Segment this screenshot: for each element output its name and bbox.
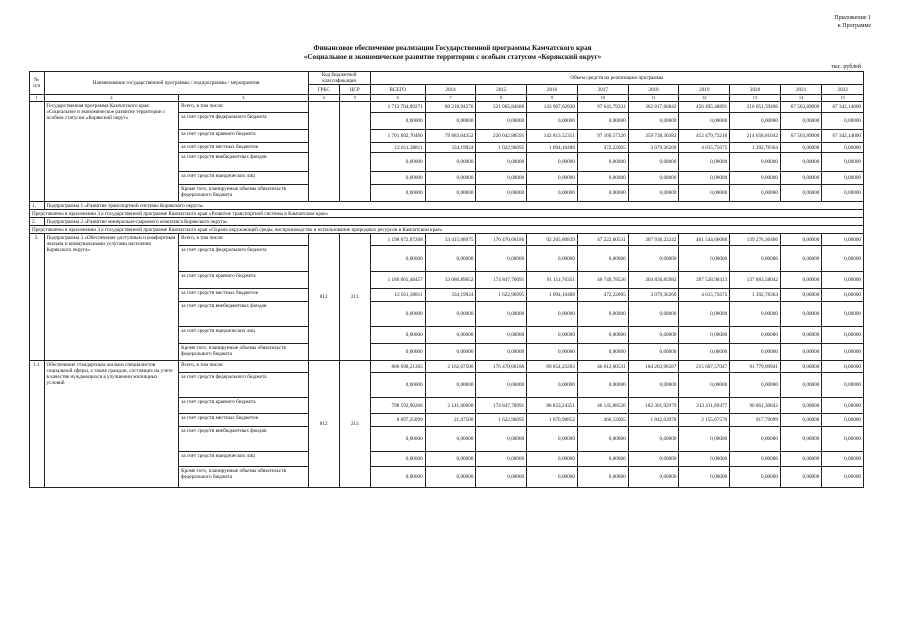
value-cell: 1 094,10488 — [527, 289, 578, 302]
source-label: за счет средств внебюджетных фондов — [179, 427, 308, 452]
header-year: 2022 — [822, 85, 864, 95]
source-label: Всего, в том числе: — [179, 361, 308, 373]
column-number: 9 — [527, 95, 578, 102]
subprogram-note-row — [30, 226, 864, 234]
value-cell: 0,00000 — [370, 172, 425, 185]
source-label: Кроме того, планируемые объемы обязательств федерального бюджета — [179, 344, 308, 361]
value-cell: 0,00000 — [476, 452, 527, 467]
value-cell: 0,00000 — [780, 361, 821, 373]
value-cell: 0,00000 — [476, 172, 527, 185]
value-cell: 0,00000 — [425, 467, 476, 488]
source-label: за счет средств краевого бюджета — [179, 398, 308, 414]
value-cell: 0,00000 — [425, 427, 476, 452]
header-volume: Объем средств на реализацию программы — [370, 72, 863, 85]
value-cell: 79 883,04352 — [425, 130, 476, 143]
value-cell: 12 011,38811 — [370, 289, 425, 302]
value-cell: 0,00000 — [577, 452, 628, 467]
document-title — [0, 44, 905, 62]
header-csr: ЦСР — [339, 85, 370, 95]
value-cell: 0,00000 — [822, 234, 864, 246]
value-cell: 0,00000 — [730, 153, 781, 172]
value-cell: 67 563,89000 — [780, 130, 821, 143]
value-cell: 0,00000 — [822, 344, 864, 361]
subprogram-title: Подпрограмма 2 «Развитие минерально-сырьевого комплекса Корякского округа» — [44, 218, 864, 226]
grbs-code — [308, 102, 339, 202]
title-line-2: «Социальное и экономическое развитие территории с особым статусом «Корякский округ» — [303, 53, 602, 61]
subprogram-note: Представлены в приложении 3 к государственной программе Камчатского края «Развитие транспортной системы в Камчатском крае» — [30, 210, 864, 218]
value-cell: 0,00000 — [780, 452, 821, 467]
value-cell: 0,00000 — [822, 327, 864, 344]
value-cell: 1 022,96095 — [476, 143, 527, 153]
value-cell: 0,00000 — [476, 185, 527, 202]
value-cell: 0,00000 — [822, 185, 864, 202]
value-cell: 67 342,14000 — [822, 130, 864, 143]
value-cell: 214 658,81042 — [730, 130, 781, 143]
value-cell: 0,00000 — [780, 344, 821, 361]
value-cell: 46 145,88526 — [577, 398, 628, 414]
value-cell: 0,00000 — [370, 113, 425, 130]
value-cell: 0,00000 — [780, 302, 821, 327]
column-number: 3 — [179, 95, 308, 102]
value-cell: 0,00000 — [822, 302, 864, 327]
value-cell: 1 713 704,09271 — [370, 102, 425, 113]
value-cell: 0,00000 — [780, 234, 821, 246]
subprogram-title: Подпрограмма 1 «Развитие транспортной системы Корякского округа» — [44, 202, 864, 210]
table-row — [30, 361, 864, 373]
value-cell: 1 622,96095 — [476, 414, 527, 427]
value-cell: 4 015,75675 — [679, 143, 730, 153]
value-cell: 0,00000 — [679, 302, 730, 327]
value-cell: 213 411,89477 — [679, 398, 730, 414]
appendix-line-1: Приложение 1 — [834, 15, 871, 21]
value-cell: 90 861,30842 — [730, 398, 781, 414]
header-year: 2016 — [527, 85, 578, 95]
column-number: 11 — [628, 95, 679, 102]
value-cell: 0,00000 — [628, 113, 679, 130]
row-number — [30, 102, 45, 202]
value-cell: 0,00000 — [577, 153, 628, 172]
value-cell: 0,00000 — [730, 185, 781, 202]
column-number: 2 — [44, 95, 179, 102]
value-cell: 0,00000 — [822, 272, 864, 289]
value-cell: 0,00000 — [822, 398, 864, 414]
value-cell: 0,00000 — [476, 113, 527, 130]
column-number: 14 — [780, 95, 821, 102]
source-label: Всего, в том числе: — [179, 234, 308, 246]
value-cell: 0,00000 — [577, 113, 628, 130]
value-cell: 0,00000 — [476, 344, 527, 361]
value-cell: 0,00000 — [679, 153, 730, 172]
value-cell: 174 847,70091 — [476, 398, 527, 414]
value-cell: 0,00000 — [780, 185, 821, 202]
value-cell: 0,00000 — [628, 452, 679, 467]
value-cell: 0,00000 — [370, 185, 425, 202]
value-cell: 182 361,92979 — [628, 398, 679, 414]
value-cell: 0,00000 — [730, 172, 781, 185]
column-number: 7 — [425, 95, 476, 102]
value-cell: 176 470,66186 — [476, 234, 527, 246]
header-kbk: Код бюджетной классификации — [308, 72, 370, 85]
value-cell: 0,00000 — [425, 452, 476, 467]
value-cell: 0,00000 — [679, 113, 730, 130]
value-cell: 0,00000 — [730, 452, 781, 467]
value-cell: 47 222,00531 — [577, 234, 628, 246]
value-cell: 0,00000 — [780, 113, 821, 130]
value-cell: 33 415,08975 — [425, 234, 476, 246]
value-cell: 0,00000 — [730, 113, 781, 130]
source-label: за счет средств федерального бюджета — [179, 373, 308, 398]
value-cell: 0,00000 — [628, 344, 679, 361]
value-cell: 0,00000 — [628, 373, 679, 398]
value-cell: 33 080,89052 — [425, 272, 476, 289]
value-cell: 0,00000 — [577, 302, 628, 327]
header-year: 2014 — [425, 85, 476, 95]
value-cell: 359 738,30382 — [628, 130, 679, 143]
value-cell: 917,79099 — [730, 414, 781, 427]
value-cell: 3 079,36260 — [628, 289, 679, 302]
value-cell: 21,67500 — [425, 414, 476, 427]
table-row — [30, 234, 864, 246]
value-cell: 0,00000 — [628, 427, 679, 452]
value-cell: 0,00000 — [527, 427, 578, 452]
header-total: ВСЕГО — [370, 85, 425, 95]
value-cell: 91 111,70351 — [527, 272, 578, 289]
financing-table — [29, 71, 864, 488]
grbs-code: 812 — [308, 361, 339, 488]
value-cell: 0,00000 — [476, 327, 527, 344]
row-number: 1. — [30, 202, 45, 210]
row-number: 2. — [30, 218, 45, 226]
value-cell: 0,00000 — [370, 153, 425, 172]
column-number: 15 — [822, 95, 864, 102]
value-cell: 0,00000 — [527, 246, 578, 272]
column-number: 5 — [339, 95, 370, 102]
header-year: 2019 — [679, 85, 730, 95]
value-cell: 89 854,23203 — [527, 361, 578, 373]
value-cell: 0,00000 — [527, 302, 578, 327]
column-number: 4 — [308, 95, 339, 102]
value-cell: 0,00000 — [780, 327, 821, 344]
value-cell: 0,00000 — [780, 272, 821, 289]
block-name: Подпрограмма 3 «Обеспечение доступным и комфортным жильем и коммунальными услугами населения Корякского округа» — [44, 234, 179, 361]
value-cell: 0,00000 — [780, 172, 821, 185]
header-year: 2020 — [730, 85, 781, 95]
value-cell: 334,19924 — [425, 143, 476, 153]
value-cell: 0,00000 — [527, 373, 578, 398]
subprogram-row — [30, 202, 864, 210]
value-cell: 798 592,90266 — [370, 398, 425, 414]
value-cell: 221 065,84686 — [476, 102, 527, 113]
value-cell: 0,00000 — [679, 246, 730, 272]
column-number: 12 — [679, 95, 730, 102]
value-cell: 1 842,03978 — [628, 414, 679, 427]
value-cell: 0,00000 — [822, 113, 864, 130]
value-cell: 0,00000 — [476, 153, 527, 172]
value-cell: 0,00000 — [822, 246, 864, 272]
source-label: за счет средств юридических лиц — [179, 172, 308, 185]
value-cell: 0,00000 — [425, 327, 476, 344]
value-cell: 176 470,66186 — [476, 361, 527, 373]
column-number: 13 — [730, 95, 781, 102]
value-cell: 0,00000 — [822, 153, 864, 172]
csr-code: 213 — [339, 234, 370, 361]
block-name: Обеспечение стандартным жильем специалистов социальной сферы, а также граждан, состоящих на учете в качестве нуждающихся в улучшении жилищных условий — [44, 361, 179, 488]
source-label: за счет средств местных бюджетов — [179, 414, 308, 427]
value-cell: 0,00000 — [476, 373, 527, 398]
source-label: за счет средств федерального бюджета — [179, 113, 308, 130]
value-cell: 0,00000 — [425, 344, 476, 361]
subprogram-note-row — [30, 210, 864, 218]
value-cell: 0,00000 — [476, 467, 527, 488]
value-cell: 0,00000 — [730, 327, 781, 344]
value-cell: 0,00000 — [822, 427, 864, 452]
value-cell: 0,00000 — [628, 172, 679, 185]
value-cell: 307 936,22242 — [628, 234, 679, 246]
value-cell: 1 392,78364 — [730, 289, 781, 302]
value-cell: 0,00000 — [780, 467, 821, 488]
value-cell: 215 607,57047 — [679, 361, 730, 373]
column-number: 6 — [370, 95, 425, 102]
value-cell: 0,00000 — [577, 246, 628, 272]
value-cell: 0,00000 — [730, 246, 781, 272]
value-cell: 184 203,96587 — [628, 361, 679, 373]
value-cell: 92 205,80839 — [527, 234, 578, 246]
value-cell: 0,00000 — [628, 467, 679, 488]
value-cell: 0,00000 — [476, 302, 527, 327]
value-cell: 0,00000 — [679, 427, 730, 452]
header-no: № п/п — [30, 72, 45, 95]
csr-code — [339, 102, 370, 202]
value-cell: 362 817,66842 — [628, 102, 679, 113]
unit-label: тыс. рублей — [831, 64, 861, 70]
value-cell: 46 749,78526 — [577, 272, 628, 289]
source-label: за счет средств юридических лиц — [179, 327, 308, 344]
value-cell: 2 162,67500 — [425, 361, 476, 373]
grbs-code: 812 — [308, 234, 339, 361]
value-cell: 0,00000 — [822, 452, 864, 467]
source-label: за счет средств местных бюджетов — [179, 289, 308, 302]
value-cell: 304 856,85982 — [628, 272, 679, 289]
source-label: за счет средств юридических лиц — [179, 452, 308, 467]
value-cell: 0,00000 — [628, 246, 679, 272]
value-cell: 0,00000 — [577, 467, 628, 488]
value-cell: 0,00000 — [527, 185, 578, 202]
value-cell: 0,00000 — [780, 373, 821, 398]
value-cell: 0,00000 — [730, 302, 781, 327]
value-cell: 0,00000 — [780, 143, 821, 153]
value-cell: 0,00000 — [577, 373, 628, 398]
value-cell: 0,00000 — [476, 427, 527, 452]
value-cell: 67 563,89000 — [780, 102, 821, 113]
row-number: 3.1. — [30, 361, 45, 488]
value-cell: 0,00000 — [527, 153, 578, 172]
value-cell: 401 544,66088 — [679, 234, 730, 246]
value-cell: 0,00000 — [628, 302, 679, 327]
value-cell: 139 276,36406 — [730, 234, 781, 246]
source-label: за счет средств внебюджетных фондов — [179, 302, 308, 327]
header-name: Наименование государственной программы / подпрограммы / мероприятия — [44, 72, 308, 95]
subprogram-note: Представлены в приложении 3 к государственной программе Камчатского края «Охрана окружающей среды, воспроизводство и использование природных ресурсов в Камчатском крае» — [30, 226, 864, 234]
value-cell: 0,00000 — [780, 427, 821, 452]
value-cell: 12 011,38811 — [370, 143, 425, 153]
value-cell: 2 141,00000 — [425, 398, 476, 414]
value-cell: 0,00000 — [780, 289, 821, 302]
value-cell: 0,00000 — [527, 467, 578, 488]
value-cell: 88 823,24351 — [527, 398, 578, 414]
value-cell: 0,00000 — [822, 414, 864, 427]
value-cell: 0,00000 — [679, 172, 730, 185]
value-cell: 0,00000 — [730, 373, 781, 398]
value-cell: 2 155,67570 — [679, 414, 730, 427]
value-cell: 0,00000 — [679, 344, 730, 361]
value-cell: 0,00000 — [370, 427, 425, 452]
appendix-line-2: к Программе — [837, 23, 871, 29]
header-year: 2018 — [628, 85, 679, 95]
value-cell: 0,00000 — [780, 153, 821, 172]
value-cell: 0,00000 — [527, 452, 578, 467]
source-label: Кроме того, планируемые объемы обязательств федерального бюджета — [179, 185, 308, 202]
value-cell: 0,00000 — [822, 361, 864, 373]
value-cell: 3 079,36260 — [628, 143, 679, 153]
column-number: 8 — [476, 95, 527, 102]
row-number: 3. — [30, 234, 45, 361]
value-cell: 1 622,96095 — [476, 289, 527, 302]
value-cell: 0,00000 — [527, 172, 578, 185]
value-cell: 0,00000 — [476, 246, 527, 272]
title-line-1: Финансовое обеспечение реализации Государственной программы Камчатского края — [313, 44, 592, 52]
value-cell: 0,00000 — [577, 327, 628, 344]
value-cell: 472,22005 — [577, 289, 628, 302]
value-cell: 174 847,70091 — [476, 272, 527, 289]
value-cell: 0,00000 — [577, 344, 628, 361]
header-year: 2021 — [780, 85, 821, 95]
value-cell: 220 042,88591 — [476, 130, 527, 143]
value-cell: 0,00000 — [527, 344, 578, 361]
value-cell: 0,00000 — [628, 185, 679, 202]
value-cell: 137 883,58042 — [730, 272, 781, 289]
value-cell: 806 690,21365 — [370, 361, 425, 373]
value-cell: 0,00000 — [822, 143, 864, 153]
value-cell: 0,00000 — [425, 302, 476, 327]
header-year: 2017 — [577, 85, 628, 95]
value-cell: 67 342,14000 — [822, 102, 864, 113]
value-cell: 1 070,98852 — [527, 414, 578, 427]
value-cell: 0,00000 — [425, 246, 476, 272]
value-cell: 0,00000 — [730, 467, 781, 488]
value-cell: 0,00000 — [370, 302, 425, 327]
value-cell: 1 186 061,48457 — [370, 272, 425, 289]
value-cell: 80 218,94276 — [425, 102, 476, 113]
source-label: за счет средств федерального бюджета — [179, 246, 308, 272]
value-cell: 0,00000 — [628, 327, 679, 344]
source-label: Всего, в том числе: — [179, 102, 308, 113]
value-cell: 0,00000 — [577, 427, 628, 452]
value-cell: 91 779,09941 — [730, 361, 781, 373]
value-cell: 0,00000 — [527, 327, 578, 344]
value-cell: 0,00000 — [425, 373, 476, 398]
value-cell: 456 495,48891 — [679, 102, 730, 113]
value-cell: 0,00000 — [577, 172, 628, 185]
value-cell: 0,00000 — [577, 185, 628, 202]
appendix-note — [834, 14, 871, 30]
value-cell: 472,22005 — [577, 143, 628, 153]
value-cell: 397 528,90413 — [679, 272, 730, 289]
source-label: за счет средств краевого бюджета — [179, 272, 308, 289]
header-grbs: ГРБС — [308, 85, 339, 95]
value-cell: 0,00000 — [780, 398, 821, 414]
value-cell: 0,00000 — [780, 246, 821, 272]
value-cell: 1 392,78364 — [730, 143, 781, 153]
value-cell: 0,00000 — [628, 153, 679, 172]
value-cell: 0,00000 — [425, 172, 476, 185]
table-row — [30, 102, 864, 113]
subprogram-row — [30, 218, 864, 226]
value-cell: 8 097,25099 — [370, 414, 425, 427]
value-cell: 0,00000 — [679, 327, 730, 344]
value-cell: 0,00000 — [370, 373, 425, 398]
column-numbers-row — [30, 95, 864, 102]
value-cell: 0,00000 — [370, 327, 425, 344]
value-cell: 216 051,59406 — [730, 102, 781, 113]
value-cell: 452 479,73216 — [679, 130, 730, 143]
value-cell: 0,00000 — [527, 113, 578, 130]
value-cell: 0,00000 — [425, 113, 476, 130]
column-number: 10 — [577, 95, 628, 102]
source-label: за счет средств внебюджетных фондов — [179, 153, 308, 172]
value-cell: 97 641,79331 — [577, 102, 628, 113]
value-cell: 0,00000 — [822, 467, 864, 488]
source-label: за счет средств краевого бюджета — [179, 130, 308, 143]
csr-code: 213 — [339, 361, 370, 488]
value-cell: 97 169,57326 — [577, 130, 628, 143]
value-cell: 466,12005 — [577, 414, 628, 427]
value-cell: 0,00000 — [370, 344, 425, 361]
value-cell: 1 701 692,70460 — [370, 130, 425, 143]
value-cell: 0,00000 — [425, 153, 476, 172]
program-name: Государственная программа Камчатского края «Социальное и экономическое развитие территории с особым статусом «Корякский округ» — [44, 102, 179, 202]
value-cell: 0,00000 — [822, 172, 864, 185]
value-cell: 1 198 072,87268 — [370, 234, 425, 246]
header-year: 2015 — [476, 85, 527, 95]
value-cell: 4 015,75675 — [679, 289, 730, 302]
value-cell: 0,00000 — [370, 246, 425, 272]
value-cell: 0,00000 — [730, 344, 781, 361]
value-cell: 142 813,52351 — [527, 130, 578, 143]
value-cell: 0,00000 — [679, 452, 730, 467]
value-cell: 334,19924 — [425, 289, 476, 302]
value-cell: 1 094,10488 — [527, 143, 578, 153]
value-cell: 0,00000 — [370, 467, 425, 488]
header-row — [30, 72, 864, 85]
value-cell: 0,00000 — [370, 452, 425, 467]
value-cell: 143 907,62830 — [527, 102, 578, 113]
column-number: 1 — [30, 95, 45, 102]
value-cell: 0,00000 — [679, 373, 730, 398]
value-cell: 0,00000 — [730, 427, 781, 452]
value-cell: 0,00000 — [822, 289, 864, 302]
source-label: Кроме того, планируемые объемы обязательств федерального бюджета — [179, 467, 308, 488]
value-cell: 0,00000 — [679, 467, 730, 488]
value-cell: 0,00000 — [822, 373, 864, 398]
value-cell: 0,00000 — [780, 414, 821, 427]
value-cell: 46 612,00531 — [577, 361, 628, 373]
value-cell: 0,00000 — [425, 185, 476, 202]
source-label: за счет средств местных бюджетов — [179, 143, 308, 153]
value-cell: 0,00000 — [679, 185, 730, 202]
